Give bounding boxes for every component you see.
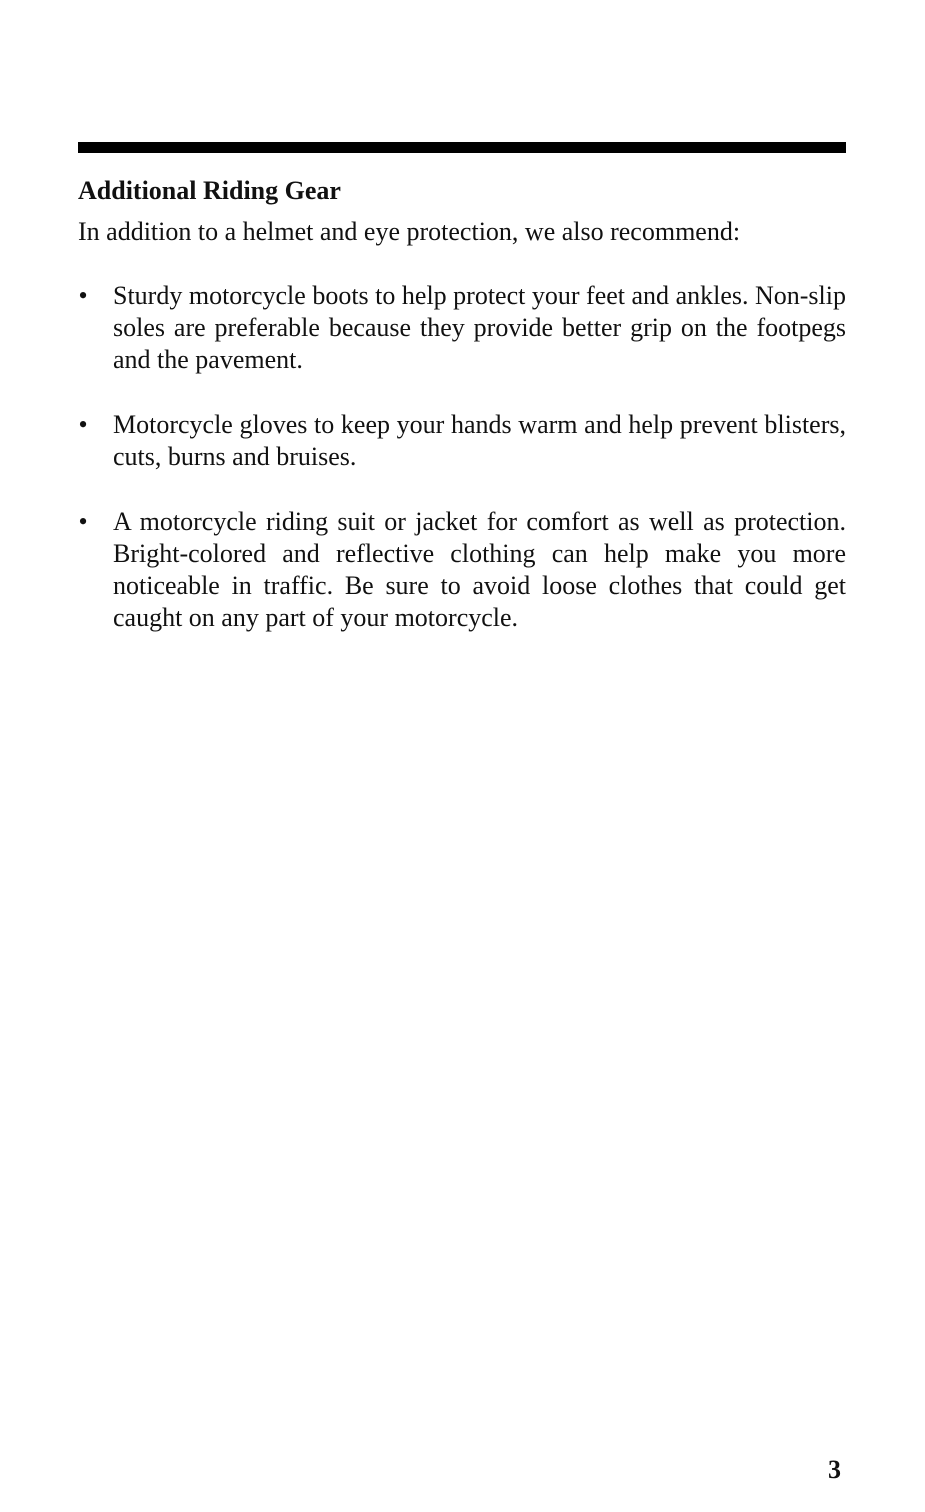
list-item-text: A motorcycle riding suit or jacket for comfort as well as protection. Bright-colored and reflective clothing can help make you more noticeable in traffic. Be sure to avoid loose clothes that could get caught on any part of your motorcycle. bbox=[113, 507, 846, 632]
list-item-gloves bbox=[76, 409, 846, 473]
page-number: 3 bbox=[828, 1455, 841, 1484]
bullet-icon: • bbox=[78, 281, 88, 310]
section-divider-bar bbox=[78, 142, 846, 153]
gear-list bbox=[76, 280, 846, 634]
bullet-icon: • bbox=[78, 507, 88, 536]
list-item-suit bbox=[76, 506, 846, 634]
section-heading: Additional Riding Gear bbox=[78, 176, 341, 205]
intro-paragraph: In addition to a helmet and eye protection, we also recommend: bbox=[78, 217, 741, 246]
list-item-text: Motorcycle gloves to keep your hands warm and help prevent blisters, cuts, burns and bruises. bbox=[113, 410, 846, 471]
list-item-text: Sturdy motorcycle boots to help protect your feet and ankles. Non-slip soles are preferable because they provide better grip on the footpegs and the pavement. bbox=[113, 281, 846, 374]
list-item-boots bbox=[76, 280, 846, 376]
bullet-icon: • bbox=[78, 410, 88, 439]
